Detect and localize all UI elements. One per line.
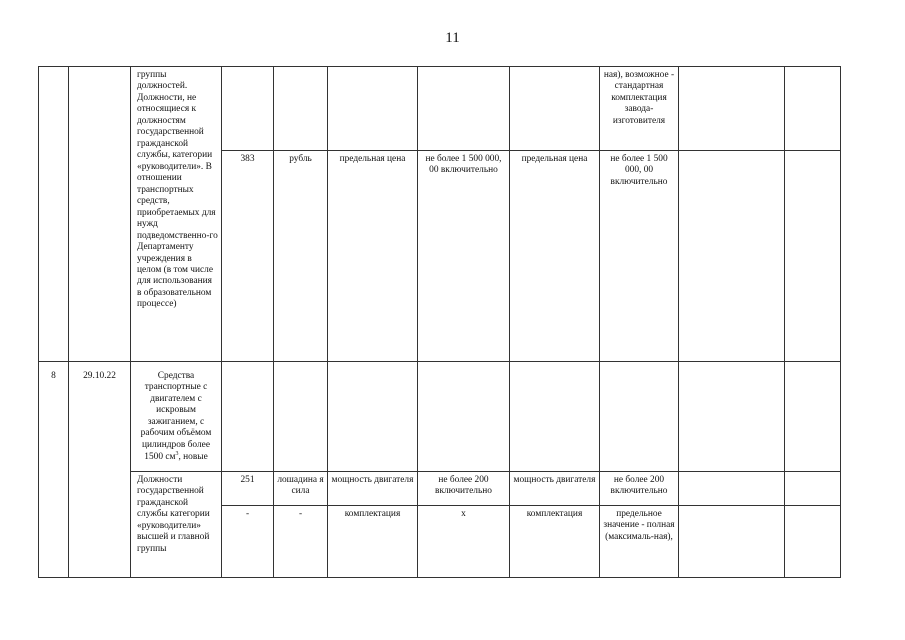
cell-okpd-code: 29.10.22 (69, 362, 131, 578)
cell-okei-code: 383 (222, 151, 274, 362)
cell-empty (600, 362, 679, 472)
cell-unit: рубль (274, 151, 328, 362)
cell-empty (679, 67, 785, 151)
cell-value: не более 1 500 000, 00 включительно (600, 151, 679, 362)
cell-item-name (131, 362, 222, 472)
cell-code-empty (69, 67, 131, 362)
cell-empty (510, 67, 600, 151)
cell-empty (679, 506, 785, 578)
cell-item-number: 8 (39, 362, 69, 578)
cell-empty (418, 362, 510, 472)
cell-empty (785, 67, 841, 151)
requirements-table (38, 66, 841, 578)
item-name-sup: 3 (175, 451, 179, 458)
cell-value-continued: ная), возможное - стандартная комплектация завода-изготовителя (600, 67, 679, 151)
cell-empty (328, 67, 418, 151)
cell-value: не более 200 включительно (418, 472, 510, 506)
cell-okei-code: 251 (222, 472, 274, 506)
cell-empty (785, 506, 841, 578)
cell-empty (274, 362, 328, 472)
table-row (39, 67, 841, 151)
cell-characteristic: предельная цена (328, 151, 418, 362)
cell-value: не более 200 включительно (600, 472, 679, 506)
cell-empty (785, 472, 841, 506)
cell-value: не более 1 500 000, 00 включительно (418, 151, 510, 362)
cell-unit: лошадина я сила (274, 472, 328, 506)
cell-empty (328, 362, 418, 472)
cell-characteristic: комплектация (510, 506, 600, 578)
cell-empty (510, 362, 600, 472)
item-name-text: Средства транспортные с двигателем с искровым зажиганием, с рабочим объёмом цилиндров более 1500 см (140, 371, 212, 463)
cell-empty (679, 151, 785, 362)
table-row (39, 472, 841, 506)
cell-characteristic: мощность двигателя (328, 472, 418, 506)
cell-characteristic: предельная цена (510, 151, 600, 362)
cell-empty (679, 472, 785, 506)
cell-value: х (418, 506, 510, 578)
cell-okei-code: - (222, 506, 274, 578)
item-name-tail: , новые (178, 452, 208, 463)
cell-characteristic: комплектация (328, 506, 418, 578)
cell-empty (785, 151, 841, 362)
cell-unit: - (274, 506, 328, 578)
cell-empty (222, 362, 274, 472)
cell-empty (274, 67, 328, 151)
cell-empty (785, 362, 841, 472)
cell-empty (222, 67, 274, 151)
cell-position-group: группы должностей. Должности, не относящиеся к должностям государственной гражданской службы, категории «руководители». В отношении транспортных средств, приобретаемых для нужд подведомственно-го Департаменту учреждения в целом (в том числе для использования в образовательном процессе) (131, 67, 222, 362)
page-number: 11 (445, 30, 460, 46)
cell-number-empty (39, 67, 69, 362)
table-row (39, 362, 841, 472)
cell-empty (679, 362, 785, 472)
cell-value: предельное значение - полная (максималь-ная), (600, 506, 679, 578)
cell-position-group: Должности государственной гражданской службы категории «руководители» высшей и главной группы (131, 472, 222, 578)
cell-empty (418, 67, 510, 151)
cell-characteristic: мощность двигателя (510, 472, 600, 506)
